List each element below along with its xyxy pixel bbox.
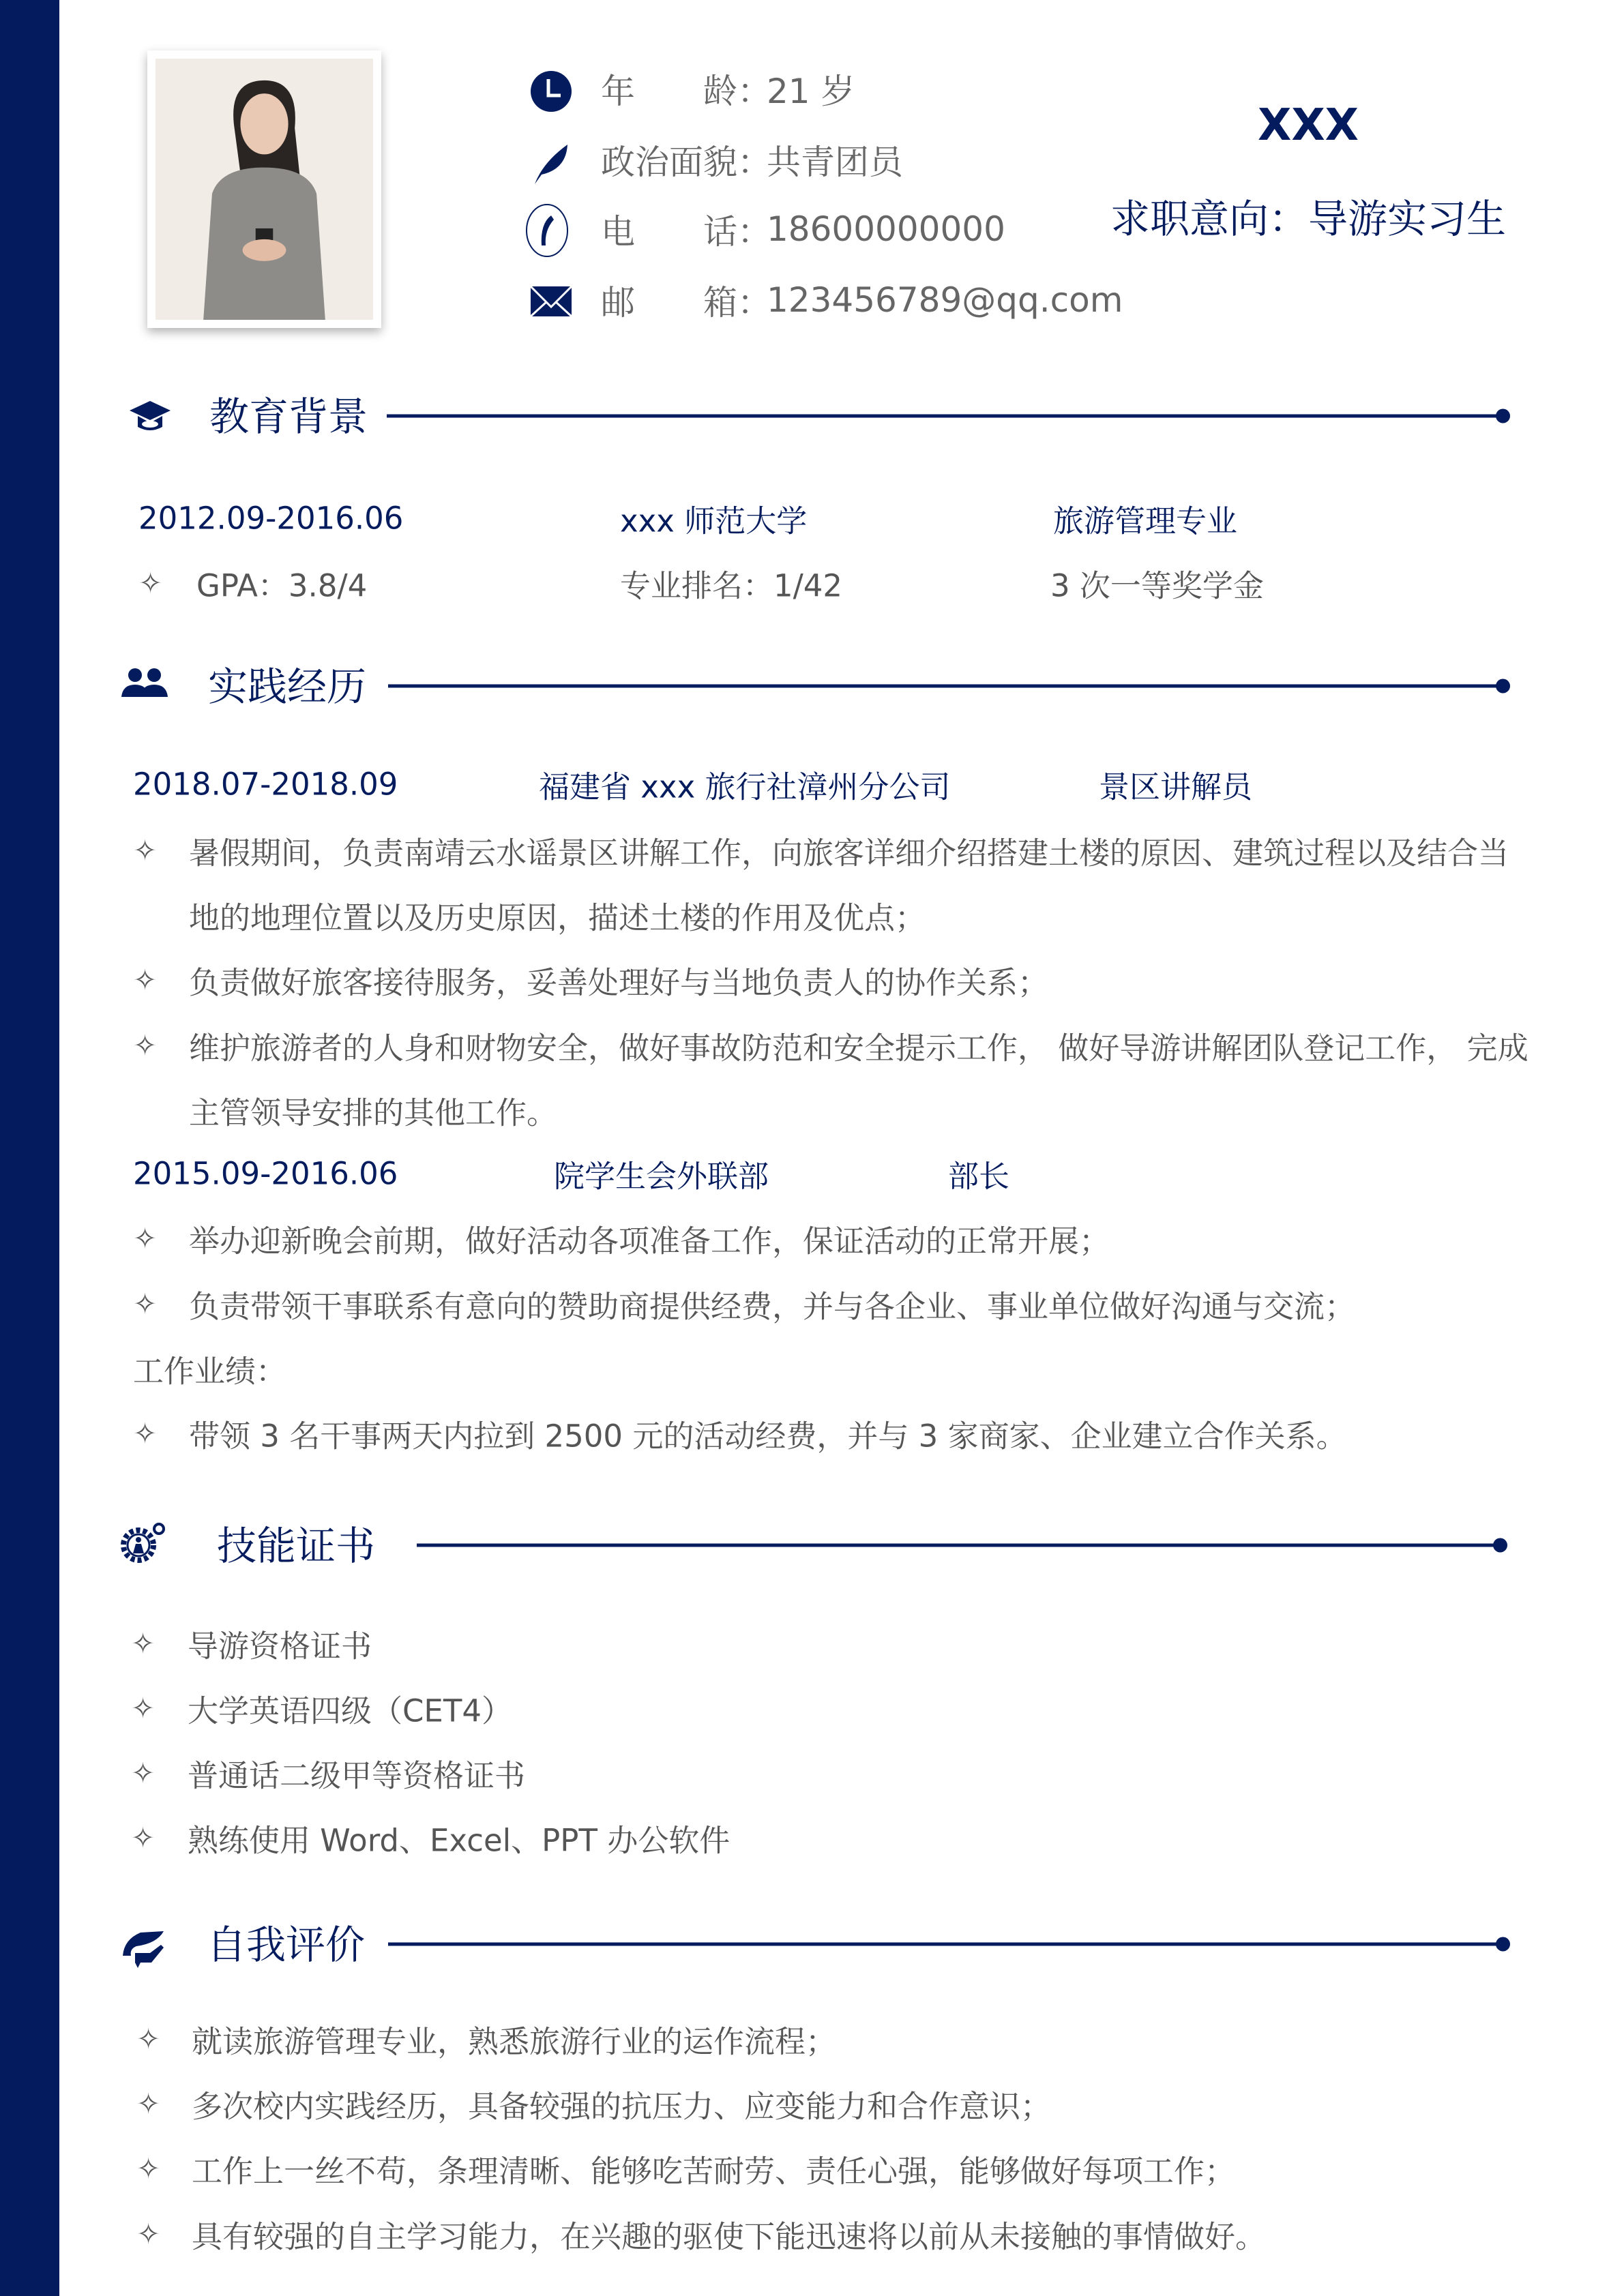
phone-icon bbox=[525, 203, 569, 258]
section-title-practice: 实践经历 bbox=[208, 664, 367, 710]
self-item: 工作上一丝不苟，条理清晰、能够吃苦耐劳、责任心强，能够做好每项工作； bbox=[192, 2153, 1236, 2190]
star-bullet-icon: ✧ bbox=[136, 2217, 161, 2251]
phone-label: 电 话： bbox=[601, 212, 771, 252]
edu-major: 旅游管理专业 bbox=[1053, 503, 1238, 539]
edu-rank: 专业排名：1/42 bbox=[620, 567, 843, 604]
section-title-self: 自我评价 bbox=[207, 1922, 366, 1968]
age-label: 年 龄： bbox=[601, 72, 771, 111]
graduation-cap-icon bbox=[128, 393, 172, 436]
skill-item: 大学英语四级（CET4） bbox=[188, 1693, 512, 1729]
job1-line: 主管领导安排的其他工作。 bbox=[189, 1094, 558, 1131]
skill-item: 熟练使用 Word、Excel、PPT 办公软件 bbox=[188, 1822, 730, 1859]
job2-line: 举办迎新晚会前期，做好活动各项准备工作，保证活动的正常开展； bbox=[189, 1223, 1110, 1259]
job1-line: 负责做好旅客接待服务，妥善处理好与当地负责人的协作关系； bbox=[189, 964, 1049, 1001]
email-label: 邮 箱： bbox=[601, 283, 771, 323]
political-value: 共青团员 bbox=[767, 143, 903, 182]
job2-date: 2015.09-2016.06 bbox=[133, 1155, 398, 1192]
team-icon bbox=[119, 660, 171, 704]
job2-line: 负责带领干事联系有意向的赞助商提供经费，并与各企业、事业单位做好沟通与交流； bbox=[189, 1288, 1356, 1325]
job1-org: 福建省 xxx 旅行社漳州分公司 bbox=[539, 769, 951, 805]
candidate-name: XXX bbox=[1257, 100, 1359, 151]
age-value: 21 岁 bbox=[767, 72, 855, 111]
handshake-icon bbox=[120, 1926, 166, 1969]
job1-line: 暑假期间，负责南靖云水谣景区讲解工作，向旅客详细介绍搭建土楼的原因、建筑过程以及结合当 bbox=[189, 835, 1509, 871]
star-bullet-icon: ✧ bbox=[131, 1756, 156, 1790]
edu-gpa: GPA：3.8/4 bbox=[196, 567, 368, 604]
political-label: 政治面貌： bbox=[601, 143, 771, 182]
feather-icon bbox=[529, 142, 573, 185]
email-value[interactable]: 123456789@qq.com bbox=[767, 280, 1123, 320]
star-bullet-icon: ✧ bbox=[133, 963, 158, 997]
section-title-education: 教育背景 bbox=[209, 393, 368, 440]
job2-org: 院学生会外联部 bbox=[554, 1158, 769, 1195]
skill-item: 普通话二级甲等资格证书 bbox=[188, 1757, 526, 1794]
gear-person-icon bbox=[119, 1521, 167, 1564]
edu-school: xxx 师范大学 bbox=[620, 503, 808, 539]
edu-date: 2012.09-2016.06 bbox=[138, 500, 404, 537]
star-bullet-icon: ✧ bbox=[133, 1416, 158, 1450]
job1-line: 地的地理位置以及历史原因，描述土楼的作用及优点； bbox=[189, 899, 926, 936]
achievement-text: 带领 3 名干事两天内拉到 2500 元的活动经费，并与 3 家商家、企业建立合作关系。 bbox=[189, 1418, 1347, 1455]
section-divider bbox=[388, 685, 1503, 688]
job1-role: 景区讲解员 bbox=[1099, 769, 1253, 805]
section-divider bbox=[417, 1544, 1501, 1547]
achievement-label: 工作业绩： bbox=[133, 1353, 287, 1390]
star-bullet-icon: ✧ bbox=[131, 1821, 156, 1855]
section-title-skills: 技能证书 bbox=[217, 1523, 376, 1569]
job1-line: 维护旅游者的人身和财物安全，做好事故防范和安全提示工作， 做好导游讲解团队登记工作， 完成 bbox=[189, 1030, 1529, 1067]
star-bullet-icon: ✧ bbox=[131, 1626, 156, 1660]
edu-award: 3 次一等奖学金 bbox=[1050, 567, 1264, 604]
self-item: 多次校内实践经历，具备较强的抗压力、应变能力和合作意识； bbox=[192, 2088, 1052, 2125]
profile-photo bbox=[147, 50, 381, 328]
job-intent: 求职意向：导游实习生 bbox=[1110, 196, 1507, 242]
star-bullet-icon: ✧ bbox=[133, 1221, 158, 1255]
clock-icon bbox=[529, 70, 573, 113]
star-bullet-icon: ✧ bbox=[133, 1028, 158, 1062]
star-bullet-icon: ✧ bbox=[136, 2022, 161, 2056]
star-bullet-icon: ✧ bbox=[133, 1287, 158, 1321]
star-bullet-icon: ✧ bbox=[138, 566, 163, 600]
skill-item: 导游资格证书 bbox=[188, 1628, 372, 1665]
job1-date: 2018.07-2018.09 bbox=[133, 766, 398, 803]
star-bullet-icon: ✧ bbox=[136, 2151, 161, 2186]
self-item: 具有较强的自主学习能力，在兴趣的驱使下能迅速将以前从未接触的事情做好。 bbox=[192, 2218, 1267, 2255]
section-divider bbox=[388, 1943, 1503, 1946]
section-divider bbox=[387, 415, 1503, 418]
sidebar-stripe bbox=[0, 0, 59, 2296]
star-bullet-icon: ✧ bbox=[131, 1691, 156, 1725]
star-bullet-icon: ✧ bbox=[133, 833, 158, 867]
star-bullet-icon: ✧ bbox=[136, 2087, 161, 2121]
phone-value[interactable]: 18600000000 bbox=[767, 209, 1005, 249]
self-item: 就读旅游管理专业，熟悉旅游行业的运作流程； bbox=[192, 2023, 837, 2060]
mail-icon bbox=[529, 280, 573, 323]
job2-role: 部长 bbox=[948, 1158, 1010, 1195]
